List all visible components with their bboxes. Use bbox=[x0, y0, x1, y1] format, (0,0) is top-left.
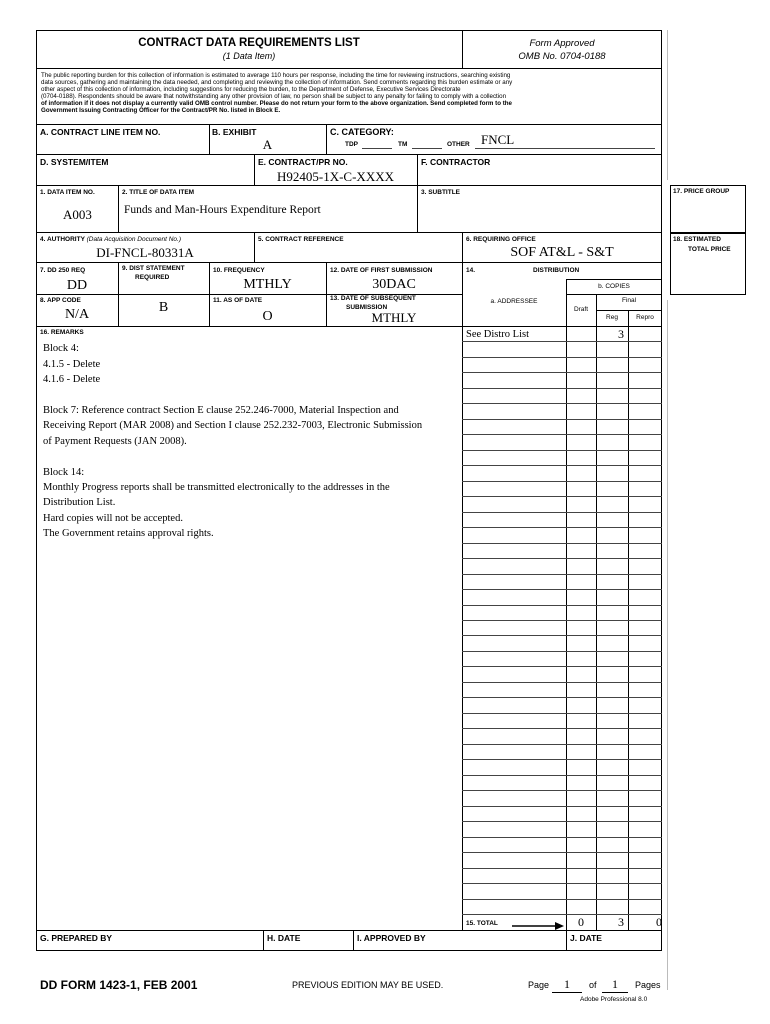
category-other-value[interactable]: FNCL bbox=[481, 132, 515, 147]
form-id: DD FORM 1423-1, FEB 2001 bbox=[40, 978, 198, 992]
grid-line bbox=[462, 527, 662, 528]
label-draft: Draft bbox=[573, 306, 589, 313]
label-addressee: a. ADDRESSEE bbox=[490, 298, 538, 305]
label-reg: Reg bbox=[606, 314, 618, 321]
label-requiring-office: 6. REQUIRING OFFICE bbox=[466, 236, 536, 243]
grid-line bbox=[462, 682, 662, 683]
authority-note: (Data Acquisition Document No.) bbox=[86, 236, 182, 243]
grid-line bbox=[462, 481, 662, 482]
label-contract-line-item: A. CONTRACT LINE ITEM NO. bbox=[40, 127, 161, 137]
label-approved-by: I. APPROVED BY bbox=[357, 933, 426, 943]
divider bbox=[566, 279, 662, 280]
omb-number: OMB No. 0704-0188 bbox=[518, 51, 606, 62]
label-estimated: 18. ESTIMATED bbox=[673, 236, 721, 243]
remark-line: Block 4: bbox=[43, 343, 79, 354]
remark-line: Block 14: bbox=[43, 467, 85, 478]
label-tm: TM bbox=[398, 141, 408, 148]
label-repro: Repro bbox=[636, 314, 654, 321]
grid-line bbox=[462, 775, 662, 776]
total-draft-value[interactable]: 0 bbox=[578, 915, 584, 929]
title-value[interactable]: Funds and Man-Hours Expenditure Report bbox=[124, 204, 321, 216]
grid-line bbox=[462, 372, 662, 373]
grid-line bbox=[462, 620, 662, 621]
burden-line: Government Issuing Contracting Officer for the Contract/PR No. listed in Block E. bbox=[41, 107, 281, 115]
remark-line: Monthly Progress reports shall be transmitted electronically to the addresses in the bbox=[43, 482, 390, 493]
divider bbox=[462, 30, 463, 68]
divider bbox=[417, 154, 418, 185]
remark-line: 4.1.6 - Delete bbox=[43, 374, 101, 385]
of-label: of bbox=[589, 980, 597, 990]
divider bbox=[353, 930, 354, 951]
label-14: 14. bbox=[466, 267, 476, 274]
label-copies: b. COPIES bbox=[598, 283, 630, 290]
divider bbox=[362, 148, 392, 149]
label-price-group: 17. PRICE GROUP bbox=[673, 188, 730, 195]
label-exhibit: B. EXHIBIT bbox=[212, 127, 257, 137]
first-submission-value[interactable]: 30DAC bbox=[372, 277, 416, 292]
divider bbox=[36, 930, 662, 931]
distro-addressee-value[interactable]: See Distro List bbox=[466, 329, 529, 340]
grid-line bbox=[462, 434, 662, 435]
grid-line bbox=[462, 589, 662, 590]
dist-statement-value[interactable]: B bbox=[158, 300, 169, 315]
grid-line bbox=[462, 759, 662, 760]
grid-line bbox=[462, 465, 662, 466]
frequency-value[interactable]: MTHLY bbox=[243, 277, 292, 292]
form-subtitle: (1 Data Item) bbox=[222, 51, 276, 61]
grid-line bbox=[462, 666, 662, 667]
label-authority bbox=[40, 236, 181, 243]
label-category: C. CATEGORY: bbox=[330, 127, 394, 137]
burden-line: (0704-0188). Respondents should be aware that notwithstanding any other provision of law, no person shall be subject to any penalty for failing to comply with a collection bbox=[41, 93, 507, 101]
divider bbox=[596, 310, 662, 311]
divider bbox=[566, 294, 662, 295]
grid-line bbox=[462, 697, 662, 698]
grid-line bbox=[462, 651, 662, 652]
grid-line bbox=[462, 543, 662, 544]
label-app-code: 8. APP CODE bbox=[40, 297, 81, 304]
label-total-price: TOTAL PRICE bbox=[688, 246, 731, 253]
remark-line: Distribution List. bbox=[43, 497, 116, 508]
form-title: CONTRACT DATA REQUIREMENTS LIST bbox=[138, 37, 360, 49]
app-code-value[interactable]: N/A bbox=[64, 307, 90, 322]
divider bbox=[36, 232, 662, 233]
divider bbox=[36, 154, 662, 155]
subsequent-submission-value[interactable]: MTHLY bbox=[371, 310, 417, 325]
grid-line bbox=[462, 558, 662, 559]
grid-line bbox=[462, 821, 662, 822]
divider bbox=[566, 930, 567, 951]
divider bbox=[475, 148, 655, 149]
burden-line: The public reporting burden for this collection of information is estimated to average 110 hours per response, including the time for reviewing instructions, searching existing bbox=[41, 72, 511, 79]
label-date-j: J. DATE bbox=[570, 933, 602, 943]
label-dist-statement: 9. DIST STATEMENT bbox=[122, 265, 185, 272]
remark-line: Block 7: Reference contract Section E clause 252.246-7000, Material Inspection and bbox=[43, 405, 399, 416]
exhibit-value[interactable]: A bbox=[262, 137, 273, 152]
remark-line: The Government retains approval rights. bbox=[43, 528, 214, 539]
previous-edition-note: PREVIOUS EDITION MAY BE USED. bbox=[292, 980, 444, 990]
label-as-of-date: 11. AS OF DATE bbox=[213, 297, 263, 304]
divider bbox=[36, 185, 662, 186]
grid-line bbox=[462, 635, 662, 636]
grid-line bbox=[462, 605, 662, 606]
divider bbox=[326, 124, 327, 154]
remark-line: 4.1.5 - Delete bbox=[43, 359, 101, 370]
divider bbox=[667, 30, 668, 180]
divider bbox=[263, 930, 264, 951]
divider bbox=[36, 68, 662, 69]
burden-line: other aspect of this collection of information, including suggestions for reducing the burden, to the Department of Defense, Executive Services Directorate bbox=[41, 86, 461, 94]
contract-no-value[interactable]: H92405-1X-C-XXXX bbox=[277, 169, 394, 184]
grid-line bbox=[462, 806, 662, 807]
grid-line bbox=[462, 713, 662, 714]
remark-line: of Payment Requests (JAN 2008). bbox=[43, 436, 187, 447]
label-frequency: 10. FREQUENCY bbox=[213, 267, 265, 274]
label-total: 15. TOTAL bbox=[466, 920, 498, 927]
remark-line: Receiving Report (MAR 2008) and Section I clause 252.232-7003, Electronic Submission bbox=[43, 420, 423, 431]
total-reg-value[interactable]: 3 bbox=[618, 915, 624, 929]
grid-line bbox=[596, 294, 597, 930]
page-label: Page bbox=[528, 980, 550, 990]
grid-line bbox=[462, 728, 662, 729]
divider bbox=[36, 262, 662, 263]
burden-line: of information if it does not display a currently valid OMB control number. Please do not return your form to the above organization. Send completed form to the bbox=[41, 100, 512, 108]
as-of-date-value[interactable]: O bbox=[262, 309, 273, 324]
page-number[interactable]: 1 bbox=[552, 977, 582, 993]
label-subsequent-submission: 13. DATE OF SUBSEQUENT bbox=[330, 295, 416, 302]
label-submission: SUBMISSION bbox=[346, 304, 388, 311]
remark-line: Hard copies will not be accepted. bbox=[43, 513, 183, 524]
burden-statement bbox=[41, 72, 659, 115]
divider bbox=[417, 185, 418, 232]
label-data-item-no: 1. DATA ITEM NO. bbox=[40, 189, 95, 196]
arrow-right-icon bbox=[512, 918, 564, 936]
label-prepared-by: G. PREPARED BY bbox=[40, 933, 113, 943]
label-date-h: H. DATE bbox=[267, 933, 301, 943]
divider bbox=[412, 148, 442, 149]
grid-line bbox=[462, 496, 662, 497]
dd250-value[interactable]: DD bbox=[66, 278, 88, 293]
authority-value[interactable]: DI-FNCL-80331A bbox=[96, 245, 194, 260]
grid-line bbox=[462, 837, 662, 838]
producer-note: Adobe Professional 8.0 bbox=[580, 996, 648, 1003]
total-repro-value[interactable]: 0 bbox=[656, 915, 662, 929]
grid-line bbox=[462, 744, 662, 745]
grid-line bbox=[462, 852, 662, 853]
authority-label-text: 4. AUTHORITY bbox=[40, 236, 85, 243]
label-remarks: 16. REMARKS bbox=[40, 329, 84, 336]
distro-reg-value[interactable]: 3 bbox=[618, 327, 624, 341]
label-distribution: DISTRIBUTION bbox=[533, 267, 580, 274]
label-required: REQUIRED bbox=[135, 274, 170, 281]
grid-line bbox=[462, 899, 662, 900]
grid-line bbox=[462, 388, 662, 389]
form-approved: Form Approved bbox=[529, 38, 595, 49]
page-total[interactable]: 1 bbox=[602, 977, 628, 993]
requiring-office-value[interactable]: SOF AT&L - S&T bbox=[510, 245, 614, 260]
grid-line bbox=[462, 790, 662, 791]
pages-label: Pages bbox=[635, 980, 661, 990]
grid-line bbox=[462, 403, 662, 404]
grid-line bbox=[462, 326, 463, 930]
divider bbox=[254, 232, 255, 262]
data-item-no-value[interactable]: A003 bbox=[63, 207, 92, 222]
label-first-submission: 12. DATE OF FIRST SUBMISSION bbox=[330, 267, 433, 274]
grid-line bbox=[462, 574, 662, 575]
label-contract-pr-no: E. CONTRACT/PR NO. bbox=[258, 157, 348, 167]
grid-line bbox=[462, 868, 662, 869]
label-system-item: D. SYSTEM/ITEM bbox=[40, 157, 109, 167]
grid-line bbox=[462, 357, 662, 358]
grid-line bbox=[462, 883, 662, 884]
divider bbox=[118, 185, 119, 232]
label-subtitle: 3. SUBTITLE bbox=[421, 189, 461, 196]
divider bbox=[36, 326, 662, 327]
label-contract-reference: 5. CONTRACT REFERENCE bbox=[258, 236, 344, 243]
label-title-of-data-item: 2. TITLE OF DATA ITEM bbox=[122, 189, 195, 196]
label-contractor: F. CONTRACTOR bbox=[421, 157, 491, 167]
burden-line: data sources, gathering and maintaining the data needed, and completing and reviewing the collection of information. Send comments regarding this burden estimate or any bbox=[41, 79, 513, 87]
grid-line bbox=[462, 419, 662, 420]
divider bbox=[36, 124, 662, 125]
label-other: OTHER bbox=[447, 141, 470, 148]
divider bbox=[667, 300, 668, 990]
label-dd250: 7. DD 250 REQ bbox=[40, 267, 86, 274]
label-final: Final bbox=[621, 297, 637, 304]
grid-line bbox=[462, 512, 662, 513]
label-tdp: TDP bbox=[345, 141, 358, 148]
grid-line bbox=[462, 450, 662, 451]
divider bbox=[462, 262, 463, 326]
